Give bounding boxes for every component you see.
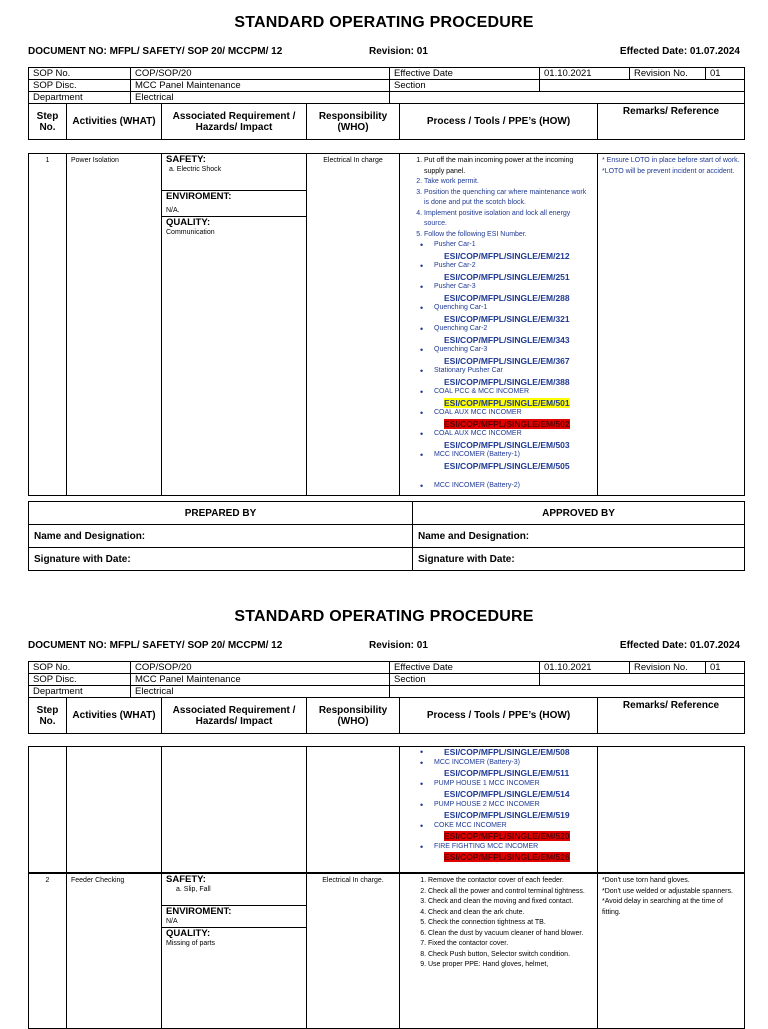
safety-heading: SAFETY: [166, 874, 206, 885]
esi-item [434, 842, 593, 863]
document-number: DOCUMENT NO: MFPL/ SAFETY/ SOP 20/ MCCPM/ 12 [28, 640, 283, 651]
esi-item [434, 429, 593, 450]
hazards-cell [162, 154, 307, 496]
sop-disc-label: SOP Disc. [29, 674, 131, 686]
sop-no-label: SOP No. [29, 662, 131, 674]
responsibility: Electrical In charge. [307, 874, 400, 1029]
header-responsibility: Responsibility (WHO) [307, 104, 400, 140]
process-step: 3. Check and clean the moving and fixed contact. [428, 897, 593, 908]
activity: Power Isolation [67, 154, 162, 496]
effective-date-label: Effective Date [390, 68, 540, 80]
approved-name-designation: Name and Designation: [413, 525, 745, 548]
esi-item [434, 345, 593, 366]
effective-date-value: 01.10.2021 [540, 662, 630, 674]
blank-cell [390, 92, 745, 104]
activity: Feeder Checking [67, 874, 162, 1029]
esi-item [434, 747, 593, 758]
column-header-table [28, 697, 745, 734]
esi-name: • Quenching Car-3 [434, 346, 488, 353]
esi-name: • COAL AUX MCC INCOMER [434, 430, 522, 437]
esi-name: • Pusher Car-3 [434, 283, 476, 290]
process-step: 1. Put off the main incoming power at the incoming supply panel. [424, 156, 593, 177]
esi-name: • Pusher Car-2 [434, 262, 476, 269]
approved-by-heading: APPROVED BY [413, 502, 745, 525]
remarks-cell [598, 154, 745, 496]
process-steps [404, 876, 593, 971]
empty-cell [67, 747, 162, 873]
esi-name: • Pusher Car-1 [434, 241, 476, 248]
quality-value: Missing of parts [166, 940, 216, 947]
empty-cell [162, 747, 307, 873]
document-number: DOCUMENT NO: MFPL/ SAFETY/ SOP 20/ MCCPM/ 12 [28, 46, 283, 57]
revision-no-value: 01 [706, 68, 745, 80]
blank-cell [390, 686, 745, 698]
revision-no-label: Revision No. [630, 662, 706, 674]
esi-code: ESI/COP/MFPL/SINGLE/EM/514 [444, 789, 570, 799]
step-number: 2 [29, 874, 67, 1029]
process-steps [404, 156, 593, 240]
header-activities: Activities (WHAT) [67, 698, 162, 734]
header-remarks: Remarks/ Reference [598, 104, 745, 140]
revision-text: Revision: 01 [369, 640, 428, 651]
effected-date: Effected Date: 01.07.2024 [619, 46, 740, 57]
esi-code-highlight-red: ESI/COP/MFPL/SINGLE/EM/502 [444, 418, 570, 429]
header-process: Process / Tools / PPE’s (HOW) [400, 104, 598, 140]
step-1-table [28, 153, 745, 496]
responsibility: Electrical In charge [307, 154, 400, 496]
safety-item: a. Electric Shock [169, 166, 222, 173]
esi-code: ESI/COP/MFPL/SINGLE/EM/212 [444, 250, 570, 261]
effective-date-label: Effective Date [390, 662, 540, 674]
quality-value: Communication [166, 229, 215, 236]
esi-name: • Quenching Car-1 [434, 304, 488, 311]
header-responsibility: Responsibility (WHO) [307, 698, 400, 734]
signature-table [28, 501, 745, 571]
prepared-by-heading: PREPARED BY [29, 502, 413, 525]
esi-name: • COAL PCC & MCC INCOMER [434, 388, 530, 395]
esi-item [434, 324, 593, 345]
step-continuation-table [28, 746, 745, 873]
esi-item [434, 758, 593, 779]
header-step-no: Step No. [29, 698, 67, 734]
esi-name: • MCC INCOMER (Battery-3) [434, 758, 520, 766]
section-value [540, 674, 745, 686]
esi-item [434, 366, 593, 387]
process-cell [400, 874, 598, 1029]
process-step: 1. Remove the contactor cover of each feeder. [428, 876, 593, 887]
esi-name: • Quenching Car-2 [434, 325, 488, 332]
environment-value: N/A [162, 917, 306, 929]
process-step: 5. Check the connection tightness at TB. [428, 918, 593, 929]
sop-meta-table [28, 661, 745, 698]
environment-heading: ENVIROMENT: [166, 190, 232, 202]
esi-code: ESI/COP/MFPL/SINGLE/EM/388 [444, 376, 570, 387]
esi-code: ESI/COP/MFPL/SINGLE/EM/288 [444, 292, 570, 303]
header-activities: Activities (WHAT) [67, 104, 162, 140]
esi-item [434, 240, 593, 261]
header-associated-requirement: Associated Requirement / Hazards/ Impact [162, 104, 307, 140]
step-number: 1 [29, 154, 67, 496]
column-header-table [28, 103, 745, 140]
environment-value: N/A. [162, 202, 306, 218]
esi-item [434, 408, 593, 429]
process-step: 4. Check and clean the ark chute. [428, 908, 593, 919]
process-step: 9. Use proper PPE: Hand gloves, helmet, [428, 960, 593, 971]
header-step-no: Step No. [29, 104, 67, 140]
hazards-cell [162, 874, 307, 1029]
safety-heading: SAFETY: [166, 154, 206, 165]
department-label: Department [29, 686, 131, 698]
revision-text: Revision: 01 [369, 46, 428, 57]
esi-name: • FIRE FIGHTING MCC INCOMER [434, 842, 539, 850]
sop-no-value: COP/SOP/20 [131, 662, 390, 674]
esi-code: ESI/COP/MFPL/SINGLE/EM/503 [444, 439, 570, 450]
esi-item [434, 261, 593, 282]
esi-code: ESI/COP/MFPL/SINGLE/EM/367 [444, 355, 570, 366]
esi-name: • MCC INCOMER (Battery-1) [434, 451, 520, 458]
esi-list [404, 240, 593, 492]
esi-code-highlight-red: ESI/COP/MFPL/SINGLE/EM/526 [444, 852, 570, 862]
empty-cell [598, 747, 745, 873]
section-value [540, 80, 745, 92]
process-step: 8. Check Push button, Selector switch condition. [428, 950, 593, 961]
sop-no-value: COP/SOP/20 [131, 68, 390, 80]
page-title: STANDARD OPERATING PROCEDURE [234, 14, 534, 31]
esi-item [434, 282, 593, 303]
esi-name: • COKE MCC INCOMER [434, 821, 507, 829]
page-title: STANDARD OPERATING PROCEDURE [234, 608, 534, 625]
esi-code-highlight-red: ESI/COP/MFPL/SINGLE/EM/520 [444, 831, 570, 841]
sop-meta-table [28, 67, 745, 104]
sop-disc-value: MCC Panel Maintenance [131, 80, 390, 92]
process-step: 7. Fixed the contactor cover. [428, 939, 593, 950]
header-process: Process / Tools / PPE’s (HOW) [400, 698, 598, 734]
esi-code: ESI/COP/MFPL/SINGLE/EM/505 [444, 460, 570, 471]
empty-cell [307, 747, 400, 873]
section-label: Section [390, 80, 540, 92]
approved-signature-date: Signature with Date: [413, 548, 745, 571]
esi-name: • MCC INCOMER (Battery-2) [434, 482, 520, 489]
esi-item [434, 821, 593, 842]
remark: *LOTO will be prevent incident or accident. [602, 167, 735, 175]
quality-heading: QUALITY: [166, 217, 211, 228]
effected-date: Effected Date: 01.07.2024 [619, 640, 740, 651]
process-step: 3. Position the quenching car where maintenance work is done and put the scotch block. [424, 188, 593, 209]
remark: *Don't use welded or adjustable spanners. [602, 887, 733, 895]
esi-item [434, 450, 593, 471]
header-remarks: Remarks/ Reference [598, 698, 745, 734]
process-step: 5. Follow the following ESI Number. [424, 230, 593, 241]
divider [162, 176, 306, 191]
esi-code: ESI/COP/MFPL/SINGLE/EM/519 [444, 810, 570, 820]
esi-name: • PUMP HOUSE 1 MCC INCOMER [434, 779, 540, 787]
esi-item [434, 779, 593, 800]
effective-date-value: 01.10.2021 [540, 68, 630, 80]
divider [162, 896, 306, 906]
esi-item [434, 303, 593, 324]
esi-name: • COAL AUX MCC INCOMER [434, 409, 522, 416]
esi-code: ESI/COP/MFPL/SINGLE/EM/251 [444, 271, 570, 282]
remark: * Ensure LOTO in place before start of work. [602, 157, 740, 164]
empty-cell [29, 747, 67, 873]
remark: *Avoid delay in searching at the time of fitting. [602, 898, 723, 916]
remarks-cell [598, 874, 745, 1029]
step-2-table [28, 873, 745, 1029]
esi-list [404, 747, 593, 863]
process-cell [400, 747, 598, 873]
esi-code: ESI/COP/MFPL/SINGLE/EM/321 [444, 313, 570, 324]
quality-heading: QUALITY: [166, 928, 211, 939]
prepared-signature-date: Signature with Date: [29, 548, 413, 571]
esi-item [434, 800, 593, 821]
department-value: Electrical [131, 686, 390, 698]
esi-name: • PUMP HOUSE 2 MCC INCOMER [434, 800, 540, 808]
prepared-name-designation: Name and Designation: [29, 525, 413, 548]
header-associated-requirement: Associated Requirement / Hazards/ Impact [162, 698, 307, 734]
esi-item [434, 481, 593, 492]
department-label: Department [29, 92, 131, 104]
process-step: 2. Check all the power and control terminal tightness. [428, 887, 593, 898]
sop-disc-label: SOP Disc. [29, 80, 131, 92]
safety-item: a. Slip, Fall [176, 886, 211, 893]
esi-item [434, 387, 593, 408]
process-step: 4. Implement positive isolation and lock all energy source. [424, 209, 593, 230]
esi-name: • Stationary Pusher Car [434, 367, 503, 374]
process-step: 6. Clean the dust by vacuum cleaner of hand blower. [428, 929, 593, 940]
esi-code-highlight-yellow: ESI/COP/MFPL/SINGLE/EM/501 [444, 397, 570, 408]
sop-no-label: SOP No. [29, 68, 131, 80]
department-value: Electrical [131, 92, 390, 104]
process-cell [400, 154, 598, 496]
section-label: Section [390, 674, 540, 686]
revision-no-label: Revision No. [630, 68, 706, 80]
esi-code: • ESI/COP/MFPL/SINGLE/EM/508 [444, 747, 570, 757]
process-step: 2. Take work permit. [424, 177, 593, 188]
remark: *Don't use torn hand gloves. [602, 877, 690, 884]
environment-heading: ENVIROMENT: [166, 905, 232, 917]
sop-disc-value: MCC Panel Maintenance [131, 674, 390, 686]
revision-no-value: 01 [706, 662, 745, 674]
esi-code: ESI/COP/MFPL/SINGLE/EM/511 [444, 768, 570, 778]
esi-code: ESI/COP/MFPL/SINGLE/EM/343 [444, 334, 570, 345]
